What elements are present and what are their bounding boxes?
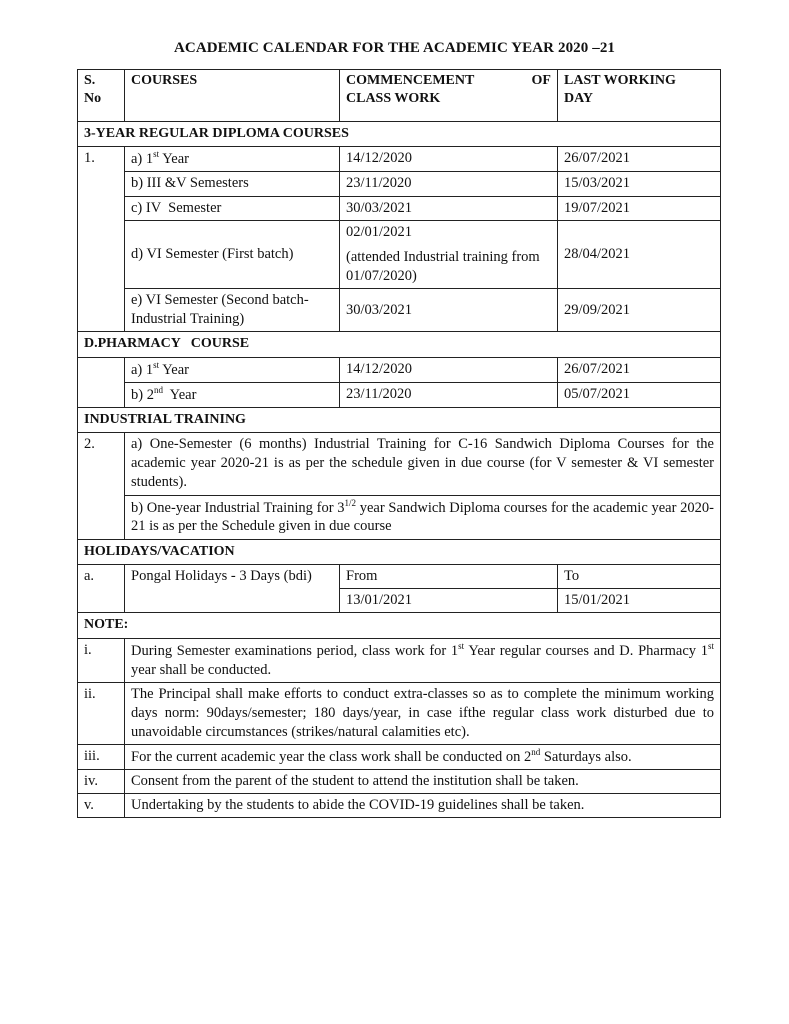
section-row-training (78, 407, 721, 432)
training-item-b: b) One-year Industrial Training for $3^{1/2}$ year Sandwich Diploma courses for the academic year 2020-21 is as per the Schedule given in due course (125, 495, 721, 539)
note-text: Consent from the parent of the student to attend the institution shall be taken. (125, 770, 721, 794)
section-title-diploma: 3-YEAR REGULAR DIPLOMA COURSES (78, 122, 721, 147)
row-sno: 2. (78, 433, 125, 539)
table-header-row (78, 70, 721, 122)
holiday-name: Pongal Holidays - 3 Days (bdi) (125, 565, 340, 613)
header-courses: COURSES (125, 70, 340, 122)
table-row (78, 289, 721, 332)
course-cell: e) VI Semester (Second batch- Industrial Training) (125, 289, 340, 332)
holiday-to-label: To (558, 565, 721, 589)
course-cell: b) III &V Semesters (125, 172, 340, 196)
header-commencement: COMMENCEMENT OF CLASS WORK (340, 70, 558, 122)
training-item-a: a) One-Semester (6 months) Industrial Training for C-16 Sandwich Diploma Courses for the academic year 2020-21 is as per the schedule given in due course (for V semester & VI semester students). (125, 433, 721, 495)
holiday-from-date: 13/01/2021 (340, 589, 558, 613)
row-sno (78, 357, 125, 407)
section-title-training: INDUSTRIAL TRAINING (78, 407, 721, 432)
academic-calendar-table (77, 69, 721, 818)
section-title-notes: NOTE: (78, 613, 721, 638)
last-day-cell: 15/03/2021 (558, 172, 721, 196)
note-text: For the current academic year the class work shall be conducted on 2nd Saturdays also. (125, 745, 721, 770)
table-row (78, 220, 721, 288)
last-day-cell: 29/09/2021 (558, 289, 721, 332)
table-row (78, 495, 721, 539)
commencement-cell: 02/01/2021 (attended Industrial training from 01/07/2020) (340, 220, 558, 288)
commencement-cell: 23/11/2020 (340, 172, 558, 196)
note-row (78, 745, 721, 770)
row-sno: 1. (78, 147, 125, 332)
commencement-cell: 14/12/2020 (340, 147, 558, 172)
course-cell: d) VI Semester (First batch) (125, 220, 340, 288)
page-title: ACADEMIC CALENDAR FOR THE ACADEMIC YEAR 2020 –21 (173, 40, 616, 56)
table-row (78, 147, 721, 172)
table-row (78, 357, 721, 382)
last-day-cell: 26/07/2021 (558, 147, 721, 172)
section-row-holidays (78, 539, 721, 564)
last-day-cell: 05/07/2021 (558, 382, 721, 407)
commencement-cell: 30/03/2021 (340, 289, 558, 332)
course-cell: a) 1st Year (125, 147, 340, 172)
note-row (78, 794, 721, 818)
course-cell: b) 2nd Year (125, 382, 340, 407)
note-number: iv. (78, 770, 125, 794)
note-text: During Semester examinations period, class work for 1st Year regular courses and D. Pharmacy 1st year shall be conducted. (125, 638, 721, 682)
commencement-cell: 30/03/2021 (340, 196, 558, 220)
last-day-cell: 19/07/2021 (558, 196, 721, 220)
header-sno: S. No (78, 70, 125, 122)
note-number: ii. (78, 682, 125, 744)
section-title-holidays: HOLIDAYS/VACATION (78, 539, 721, 564)
course-cell: c) IV Semester (125, 196, 340, 220)
holiday-from-label: From (340, 565, 558, 589)
table-row (78, 172, 721, 196)
note-number: i. (78, 638, 125, 682)
section-title-pharmacy: D.PHARMACY COURSE (78, 332, 721, 357)
note-number: iii. (78, 745, 125, 770)
note-number: v. (78, 794, 125, 818)
row-sno: a. (78, 565, 125, 613)
commencement-cell: 23/11/2020 (340, 382, 558, 407)
note-row (78, 638, 721, 682)
section-row-pharmacy (78, 332, 721, 357)
table-row (78, 565, 721, 589)
header-last-working-day: LAST WORKING DAY (558, 70, 721, 122)
table-row (78, 382, 721, 407)
table-row (78, 196, 721, 220)
holiday-to-date: 15/01/2021 (558, 589, 721, 613)
note-row (78, 770, 721, 794)
table-row (78, 433, 721, 495)
commencement-cell: 14/12/2020 (340, 357, 558, 382)
section-row-diploma (78, 122, 721, 147)
section-row-notes (78, 613, 721, 638)
note-text: The Principal shall make efforts to conduct extra-classes so as to complete the minimum working days norm: 90days/semester; 180 days/year, in case ifthe regular class work disturbed due to unavoidable circumstances (strikes/natural calamities etc). (125, 682, 721, 744)
note-text: Undertaking by the students to abide the COVID-19 guidelines shall be taken. (125, 794, 721, 818)
note-row (78, 682, 721, 744)
course-cell: a) 1st Year (125, 357, 340, 382)
last-day-cell: 26/07/2021 (558, 357, 721, 382)
last-day-cell: 28/04/2021 (558, 220, 721, 288)
